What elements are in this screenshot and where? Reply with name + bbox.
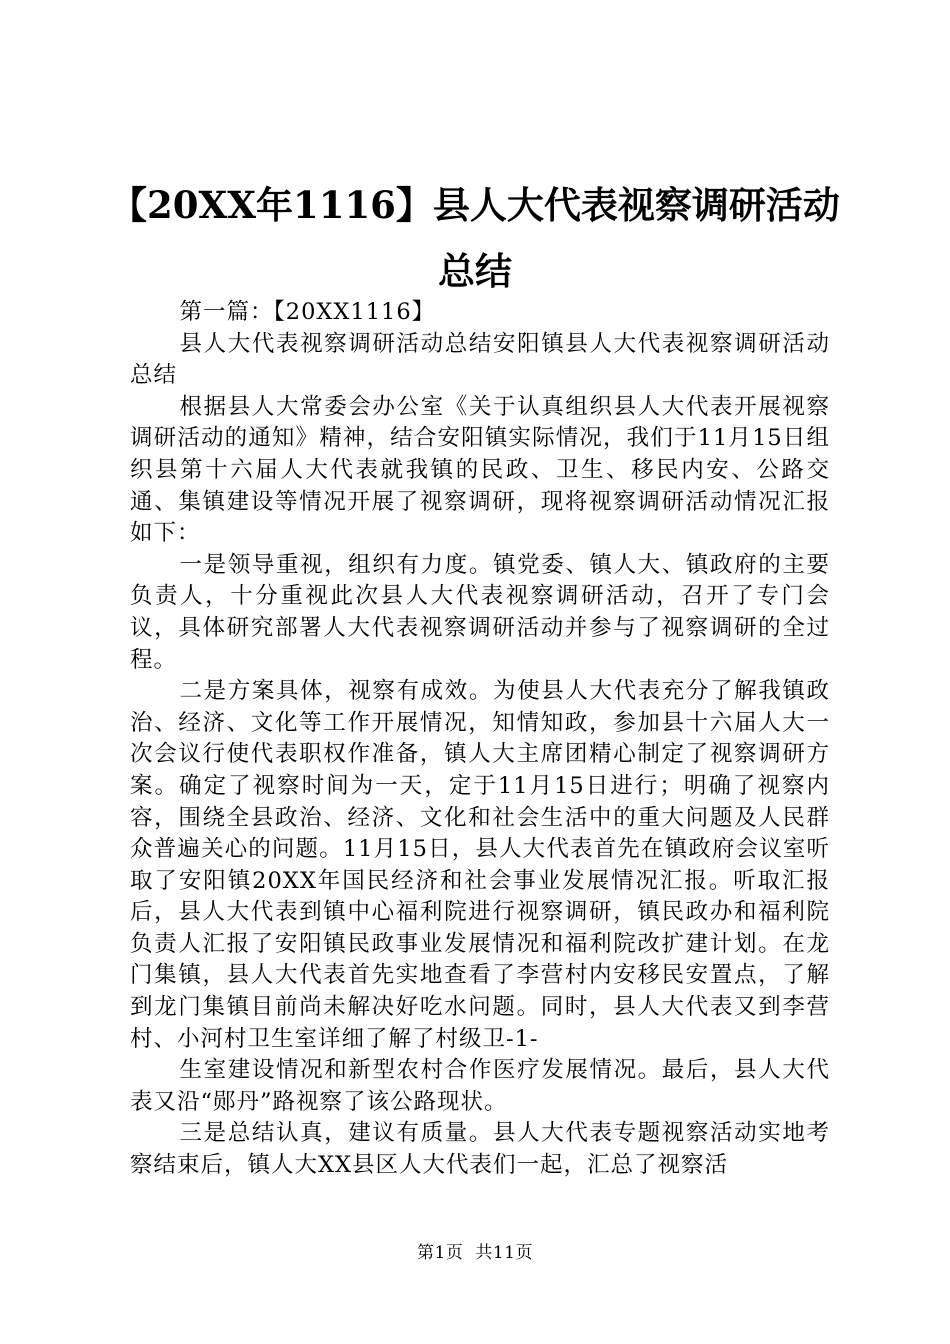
paragraph: 一是领导重视，组织有力度。镇党委、镇人大、镇政府的主要负责人，十分重视此次县人大代表视察调研活动，召开了专门会议，具体研究部署人大代表视察调研活动并参与了视察调研的全过程。 (130, 551, 830, 673)
document-title: 【20XX年1116】县人大代表视察调研活动总结 (110, 183, 840, 293)
page-total: 共11页 (475, 1243, 533, 1263)
paragraph: 三是总结认真，建议有质量。县人大代表专题视察活动实地考察结束后，镇人大XX县区人大代表们一起，汇总了视察活 (130, 1120, 830, 1179)
page-number: 第1页 (417, 1243, 464, 1263)
paragraph: 二是方案具体，视察有成效。为使县人大代表充分了解我镇政治、经济、文化等工作开展情况，知情知政，参加县十六届人大一次会议行使代表职权作准备，镇人大主席团精心制定了视察调研方案。确定了视察时间为一天，定于11月15日进行；明确了视察内容，围绕全县政治、经济、文化和社会生活中的重大问题及人民群众普遍关心的问题。11月15日，县人大代表首先在镇政府会议室听取了安阳镇20XX年国民经济和社会事业发展情况汇报。听取汇报后，县人大代表到镇中心福利院进行视察调研，镇民政办和福利院负责人汇报了安阳镇民政事业发展情况和福利院改扩建计划。在龙门集镇，县人大代表首先实地查看了李营村内安移民安置点，了解到龙门集镇目前尚未解决好吃水问题。同时，县人大代表又到李营村、小河村卫生室详细了解了村级卫-1- (130, 678, 830, 1052)
page-footer (0, 1241, 950, 1265)
paragraph: 县人大代表视察调研活动总结安阳镇县人大代表视察调研活动总结 (130, 330, 830, 389)
document-body (130, 297, 830, 1182)
section-heading: 第一篇：【20XX1116】 (179, 299, 436, 325)
paragraph: 生室建设情况和新型农村合作医疗发展情况。最后，县人大代表又沿“郧丹”路视察了该公路现状。 (130, 1057, 830, 1115)
paragraph: 根据县人大常委会办公室《关于认真组织县人大代表开展视察调研活动的通知》精神，结合安阳镇实际情况，我们于11月15日组织县第十六届人大代表就我镇的民政、卫生、移民内安、公路交通、集镇建设等情况开展了视察调研，现将视察调研活动情况汇报如下： (130, 393, 830, 547)
